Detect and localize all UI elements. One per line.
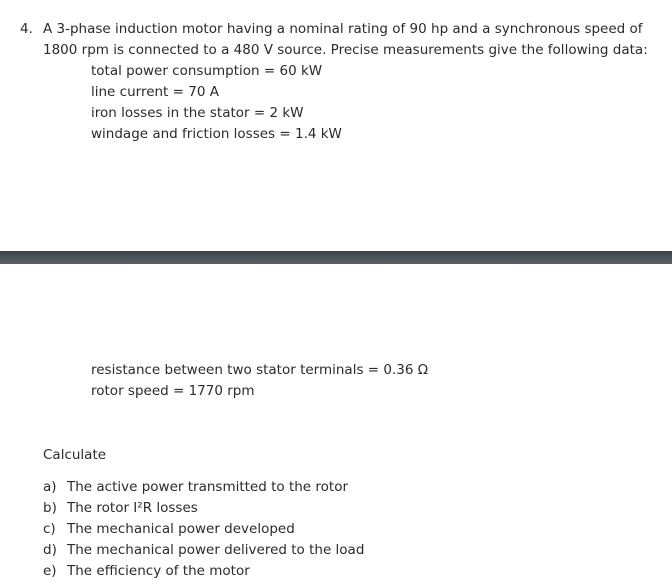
question-text-line-1: A 3-phase induction motor having a nominal rating of 90 hp and a synchronous speed of <box>43 21 643 37</box>
list-item-letter: b) <box>43 500 57 516</box>
page-divider <box>0 251 672 264</box>
list-item-text: The efficiency of the motor <box>67 563 250 579</box>
given-stator-resistance: resistance between two stator terminals = 0.36 Ω <box>91 362 429 378</box>
page-top <box>0 0 672 251</box>
given-rotor-speed: rotor speed = 1770 rpm <box>91 383 255 399</box>
given-iron-losses: iron losses in the stator = 2 kW <box>91 105 304 121</box>
list-item-letter: a) <box>43 479 57 495</box>
list-item-text: The active power transmitted to the rotor <box>67 479 349 495</box>
list-item-letter: e) <box>43 563 57 579</box>
given-line-current: line current = 70 A <box>91 84 219 100</box>
question-text-line-2: 1800 rpm is connected to a 480 V source. Precise measurements give the following data: <box>43 42 648 58</box>
page-bottom <box>0 264 672 579</box>
calculate-heading: Calculate <box>43 447 107 463</box>
list-item-text: The mechanical power delivered to the load <box>67 542 365 558</box>
given-total-power: total power consumption = 60 kW <box>91 63 323 79</box>
list-item-text: The rotor I²R losses <box>67 500 198 516</box>
list-item-letter: c) <box>43 521 56 537</box>
question-number: 4. <box>20 21 33 37</box>
given-windage-friction-losses: windage and friction losses = 1.4 kW <box>91 126 342 142</box>
list-item-text: The mechanical power developed <box>67 521 295 537</box>
list-item-letter: d) <box>43 542 57 558</box>
